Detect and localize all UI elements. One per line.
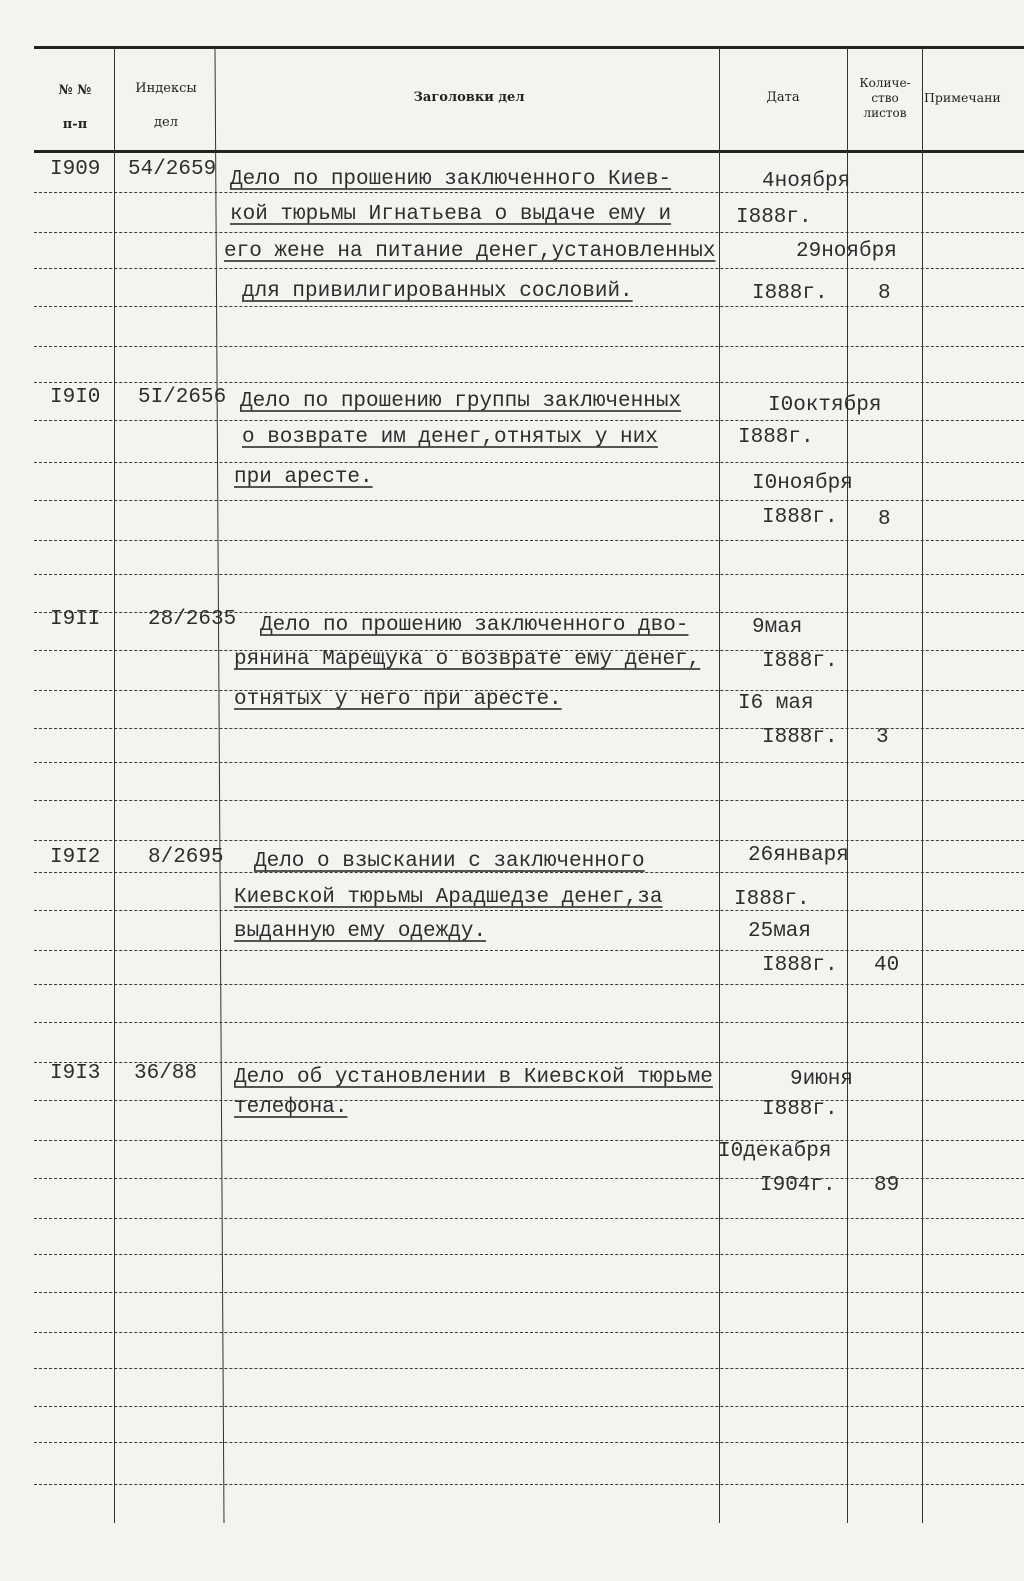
ruled-line [34,268,1024,269]
record-title-line: кой тюрьмы Игнатьева о выдаче ему и [230,203,672,226]
record-date-start: 4ноября [762,170,851,193]
record-date-start-year: I888г. [762,1098,838,1121]
record-number: I9II [50,608,101,631]
header-count: Количе-ство листов [859,76,911,120]
record-date-end: I6 мая [738,692,814,715]
record-number: I909 [50,158,101,181]
ruled-line [34,1254,1024,1255]
header-title: Заголовки дел [413,90,525,105]
ruled-line [34,306,1024,307]
record-title-line: Дело об установлении в Киевской тюрьме [234,1066,713,1089]
record-title-line: Дело о взыскании с заключенного [254,850,645,873]
record-sheet-count: 8 [878,508,891,531]
record-date-start: 26января [748,844,849,867]
record-index: 5I/2656 [138,386,227,409]
ruled-line [34,1292,1024,1293]
record-date-end: 25мая [748,920,812,943]
header-index-sub: дел [154,115,178,130]
record-title-line: Дело по прошению группы заключенных [240,390,682,413]
ruled-line [34,1442,1024,1443]
ruled-line [34,762,1024,763]
header-notes: Примечани [924,90,1001,105]
record-date-end: I0ноября [752,472,853,495]
ruled-line [34,1368,1024,1369]
record-index: 28/2635 [148,608,237,631]
record-title-line: Дело по прошению заключенного Киев- [230,168,672,191]
ruled-line [34,950,1024,951]
ruled-line [34,1332,1024,1333]
record-date-end: I0декабря [718,1140,832,1163]
record-title-line: его жене на питание денег,установленных [224,240,716,263]
ruled-line [34,1140,1024,1141]
record-date-start-year: I888г. [738,426,814,449]
header-number [40,74,110,142]
record-date-end-year: I888г. [762,506,838,529]
record-date-start-year: I888г. [736,206,812,229]
record-date-end-year: I888г. [752,282,828,305]
ruled-line [34,984,1024,985]
record-sheet-count: 3 [876,726,889,749]
record-sheet-count: 8 [878,282,891,305]
ruled-line [34,1406,1024,1407]
record-date-end-year: I904г. [760,1174,836,1197]
ruled-line [34,382,1024,383]
ruled-line [34,1484,1024,1485]
record-date-end-year: I888г. [762,726,838,749]
ruled-line [34,1100,1024,1101]
record-title-line: телефона. [234,1096,348,1119]
header-number-label: № № [58,83,92,98]
record-date-start-year: I888г. [734,888,810,911]
header-date: Дата [766,90,800,105]
record-number: I9I2 [50,846,101,869]
ruled-line [34,500,1024,501]
ruled-lines [34,150,1024,1520]
record-date-start: I0октября [768,394,882,417]
ruled-line [34,232,1024,233]
table-top-border [34,46,1024,49]
record-title-line: при аресте. [234,466,373,489]
record-date-end-year: I888г. [762,954,838,977]
ruled-line [34,192,1024,193]
record-number: I9I3 [50,1062,101,1085]
record-date-start: 9мая [752,616,803,639]
ruled-line [34,1022,1024,1023]
ruled-line [34,540,1024,541]
ruled-line [34,574,1024,575]
ruled-line [34,462,1024,463]
ruled-line [34,910,1024,911]
record-sheet-count: 40 [874,954,900,977]
record-title-line: о возврате им денег,отнятых у них [242,426,658,449]
record-title-line: отнятых у него при аресте. [234,688,562,711]
record-date-start-year: I888г. [762,650,838,673]
record-sheet-count: 89 [874,1174,900,1197]
ruled-line [34,420,1024,421]
record-number: I9I0 [50,386,101,409]
record-date-start: 9июня [790,1068,854,1091]
record-title-line: Киевской тюрьмы Арадшедзе денег,за [234,886,663,909]
ruled-line [34,840,1024,841]
record-index: 54/2659 [128,158,217,181]
header-index [116,72,216,140]
record-title-line: рянина Марещука о возврате ему денег, [234,648,701,671]
record-title-line: Дело по прошению заключенного дво- [260,614,689,637]
header-index-label: Индексы [135,81,197,96]
record-title-line: для привилигированных сословий. [242,280,633,303]
record-date-end: 29ноября [796,240,897,263]
record-title-line: выданную ему одежду. [234,920,487,943]
ruled-line [34,800,1024,801]
ruled-line [34,1218,1024,1219]
header-number-sub: п-п [62,117,88,132]
ruled-line [34,346,1024,347]
record-index: 36/88 [134,1062,198,1085]
record-index: 8/2695 [148,846,224,869]
